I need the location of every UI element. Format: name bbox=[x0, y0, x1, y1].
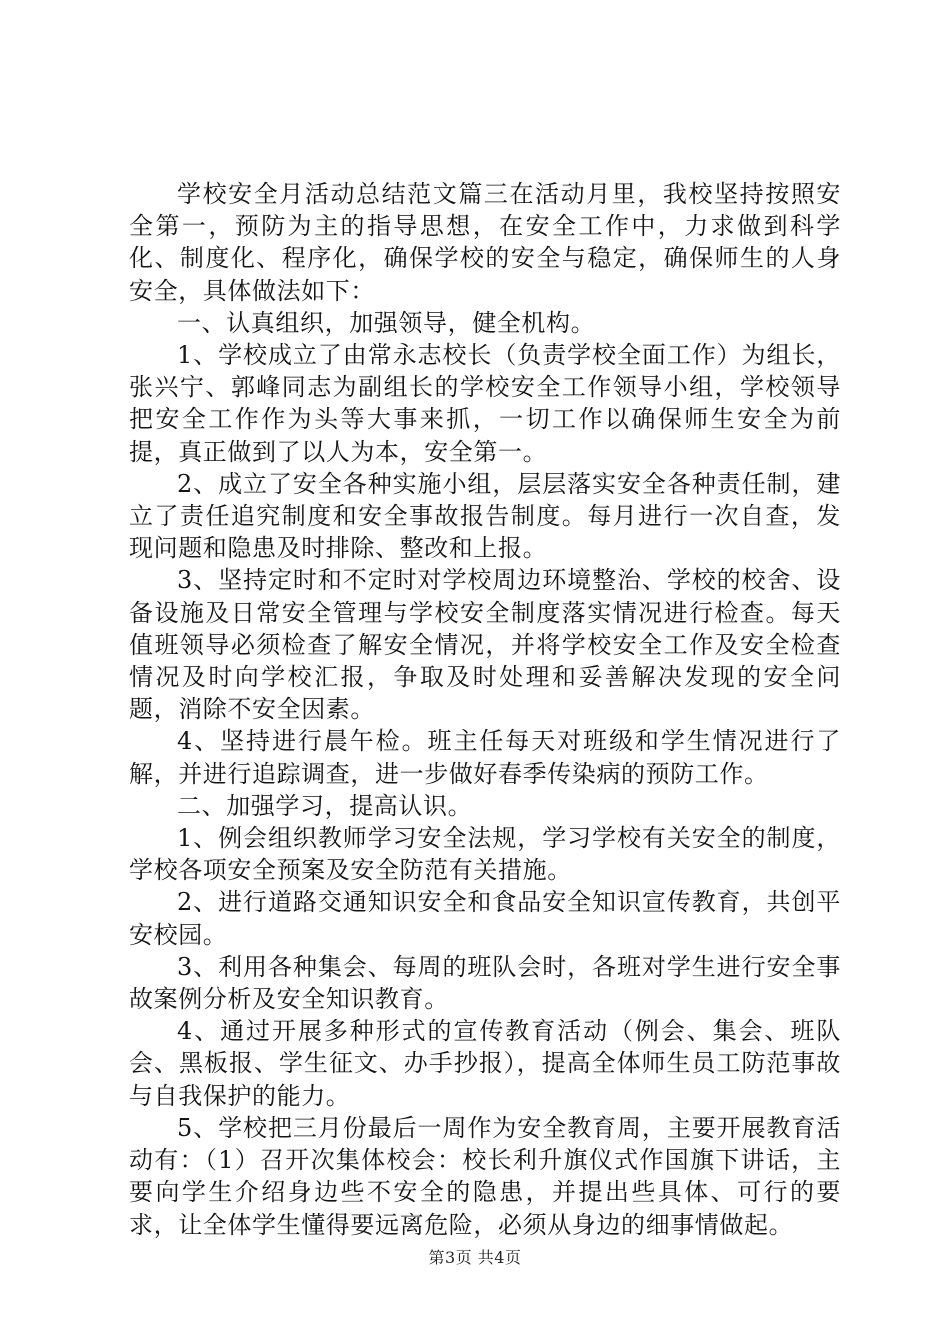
paragraph-1-3: 3、坚持定时和不定时对学校周边环境整治、学校的校舍、设备设施及日常安全管理与学校安全制度落实情况进行检查。每天值班领导必须检查了解安全情况，并将学校安全工作及安全检查情况及时向学校汇报，争取及时处理和妥善解决发现的安全问题，消除不安全因素。 bbox=[129, 566, 841, 724]
page-number-footer: 第3页 共4页 bbox=[428, 1248, 522, 1267]
paragraph-1-1: 1、学校成立了由常永志校长（负责学校全面工作）为组长，张兴宁、郭峰同志为副组长的学校安全工作领导小组，学校领导把安全工作作为头等大事来抓，一切工作以确保师生安全为前提，真正做到了以人为本，安全第一。 bbox=[129, 341, 841, 466]
section-heading-1: 一、认真组织，加强领导，健全机构。 bbox=[177, 308, 596, 337]
paragraph-2-1: 1、例会组织教师学习安全法规，学习学校有关安全的制度，学校各项安全预案及安全防范有关措施。 bbox=[129, 824, 841, 885]
paragraph-2-2: 2、进行道路交通知识安全和食品安全知识宣传教育，共创平安校园。 bbox=[129, 888, 841, 949]
document-body bbox=[129, 178, 841, 1241]
paragraph-2-5: 5、学校把三月份最后一周作为安全教育周，主要开展教育活动有：（1）召开次集体校会：校长利升旗仪式作国旗下讲话，主要向学生介绍身边些不安全的隐患，并提出些具体、可行的要求，让全体学生懂得要远离危险，必须从身边的细事情做起。 bbox=[129, 1113, 841, 1239]
paragraph-intro: 学校安全月活动总结范文篇三在活动月里，我校坚持按照安全第一，预防为主的指导思想，在安全工作中，力求做到科学化、制度化、程序化，确保学校的安全与稳定，确保师生的人身安全，具体做法如下： bbox=[129, 180, 841, 305]
paragraph-2-3: 3、利用各种集会、每周的班队会时，各班对学生进行安全事故案例分析及安全知识教育。 bbox=[129, 952, 841, 1014]
section-heading-2: 二、加强学习，提高认识。 bbox=[177, 791, 473, 820]
paragraph-1-2: 2、成立了安全各种实施小组，层层落实安全各种责任制，建立了责任追究制度和安全事故报告制度。每月进行一次自查，发现问题和隐患及时排除、整改和上报。 bbox=[129, 469, 841, 563]
paragraph-2-4: 4、通过开展多种形式的宣传教育活动（例会、集会、班队会、黑板报、学生征文、办手抄报），提高全体师生员工防范事故与自我保护的能力。 bbox=[129, 1017, 841, 1110]
paragraph-1-4: 4、坚持进行晨午检。班主任每天对班级和学生情况进行了解，并进行追踪调查，进一步做好春季传染病的预防工作。 bbox=[129, 727, 841, 788]
